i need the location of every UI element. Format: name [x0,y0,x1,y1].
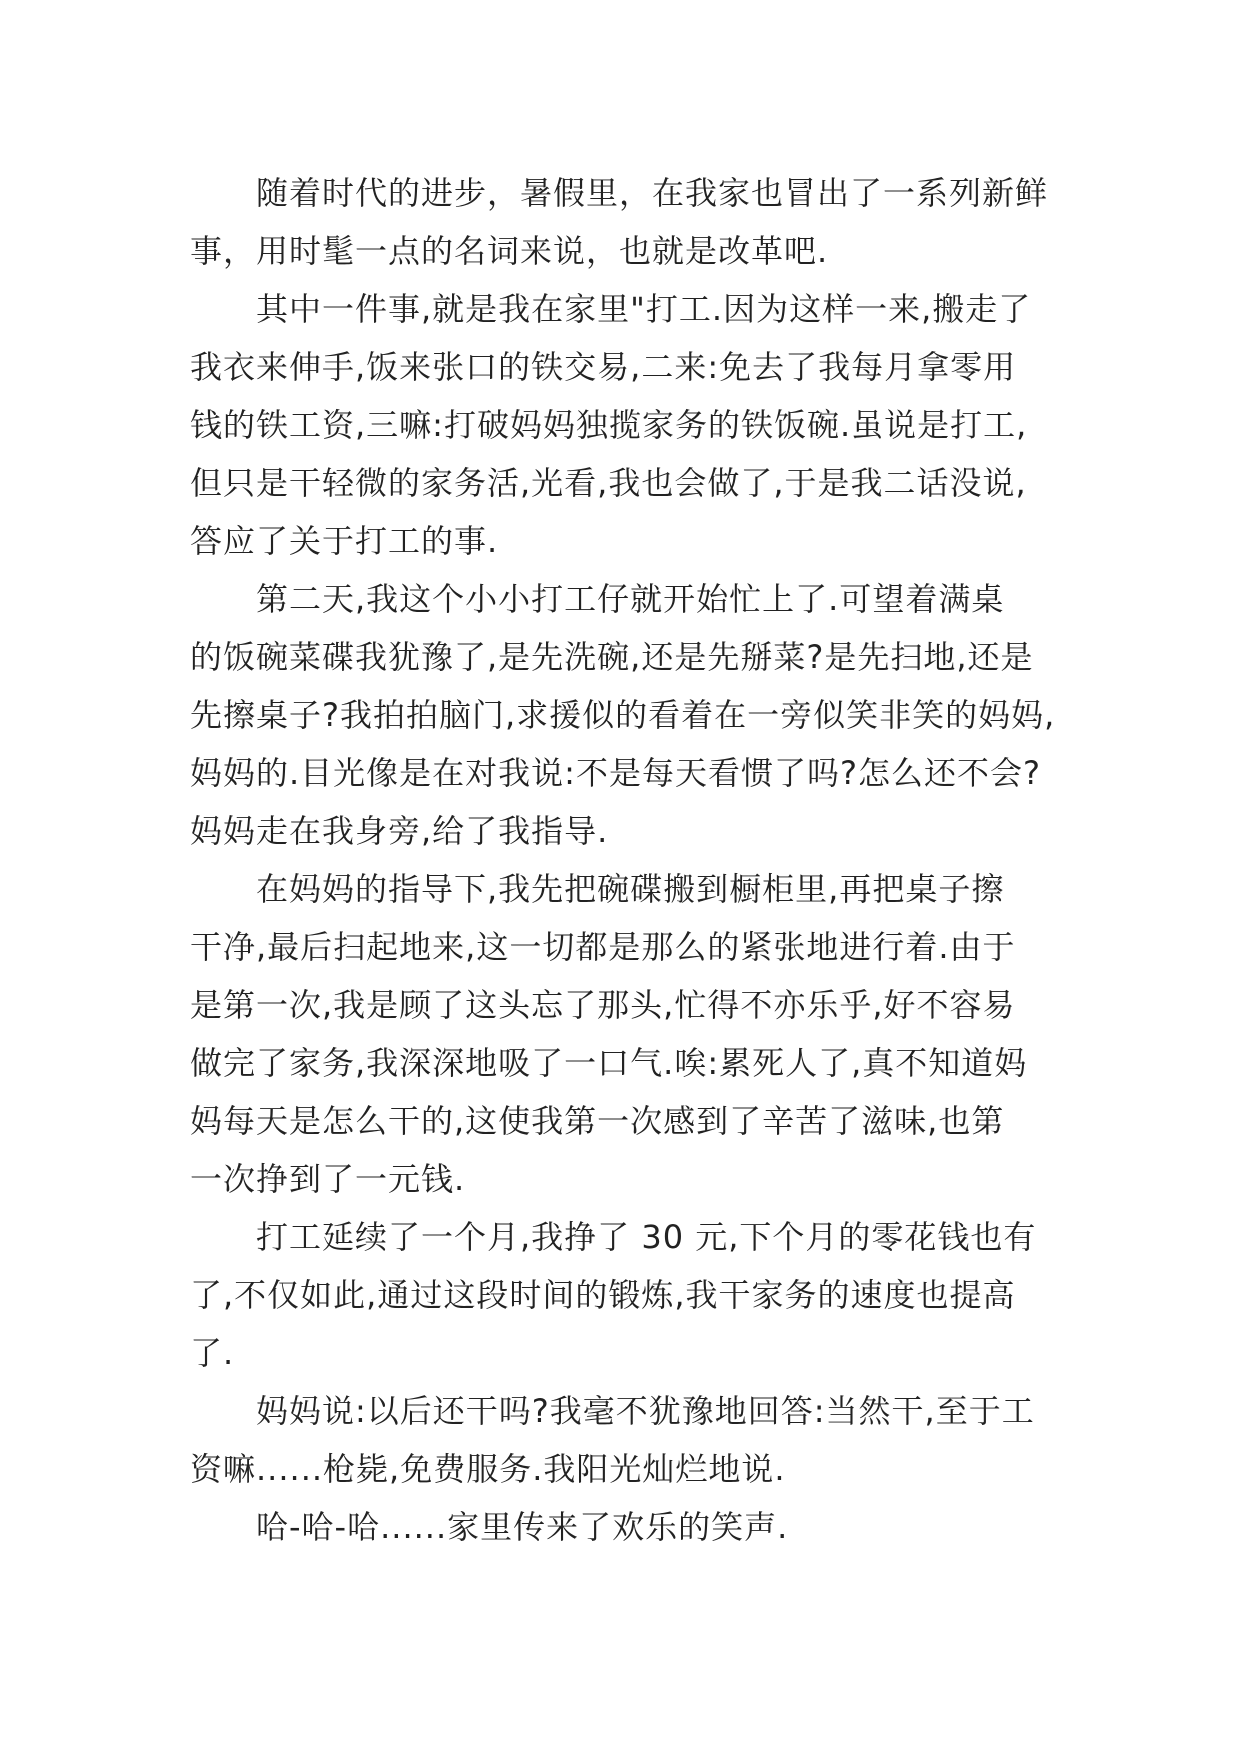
paragraph-6-line-1: 妈妈说:以后还干吗?我毫不犹豫地回答:当然干,至于工 [256,1392,1035,1430]
paragraph-1-line-2: 事，用时髦一点的名词来说，也就是改革吧. [190,232,829,270]
paragraph-3-line-2: 的饭碗菜碟我犹豫了,是先洗碗,还是先掰菜?是先扫地,还是 [190,638,1034,676]
essay-body [190,164,1056,1556]
paragraph-4-line-1: 在妈妈的指导下,我先把碗碟搬到橱柜里,再把桌子擦 [256,870,1005,908]
paragraph-2-line-5: 答应了关于打工的事. [190,522,499,560]
paragraph-1-line-1: 随着时代的进步，暑假里，在我家也冒出了一系列新鲜 [256,174,1049,212]
paragraph-7-line-1: 哈-哈-哈......家里传来了欢乐的笑声. [256,1508,789,1546]
paragraph-3-line-5: 妈妈走在我身旁,给了我指导. [190,812,609,850]
paragraph-5-line-3: 了. [190,1334,235,1372]
paragraph-4-line-4: 做完了家务,我深深地吸了一口气.唉:累死人了,真不知道妈 [190,1044,1028,1082]
paragraph-2-line-4: 但只是干轻微的家务活,光看,我也会做了,于是我二话没说, [190,464,1027,502]
paragraph-5-line-1: 打工延续了一个月,我挣了 30 元,下个月的零花钱也有 [256,1218,1037,1256]
paragraph-2-line-2: 我衣来伸手,饭来张口的铁交易,二来:免去了我每月拿零用 [190,348,1017,386]
paragraph-4-line-3: 是第一次,我是顾了这头忘了那头,忙得不亦乐乎,好不容易 [190,986,1016,1024]
paragraph-4-line-5: 妈每天是怎么干的,这使我第一次感到了辛苦了滋味,也第 [190,1102,1005,1140]
paragraph-3-line-3: 先擦桌子?我拍拍脑门,求援似的看着在一旁似笑非笑的妈妈, [190,696,1056,734]
paragraph-4-line-2: 干净,最后扫起地来,这一切都是那么的紧张地进行着.由于 [190,928,1016,966]
paragraph-4-line-6: 一次挣到了一元钱. [190,1160,466,1198]
paragraph-3-line-4: 妈妈的.目光像是在对我说:不是每天看惯了吗?怎么还不会? [190,754,1041,792]
paragraph-3-line-1: 第二天,我这个小小打工仔就开始忙上了.可望着满桌 [256,580,1005,618]
paragraph-2-line-3: 钱的铁工资,三嘛:打破妈妈独揽家务的铁饭碗.虽说是打工, [190,406,1028,444]
paragraph-6-line-2: 资嘛......枪毙,免费服务.我阳光灿烂地说. [190,1450,786,1488]
paragraph-5-line-2: 了,不仅如此,通过这段时间的锻炼,我干家务的速度也提高 [190,1276,1016,1314]
paragraph-2-line-1: 其中一件事,就是我在家里"打工.因为这样一来,搬走了 [256,290,1032,328]
